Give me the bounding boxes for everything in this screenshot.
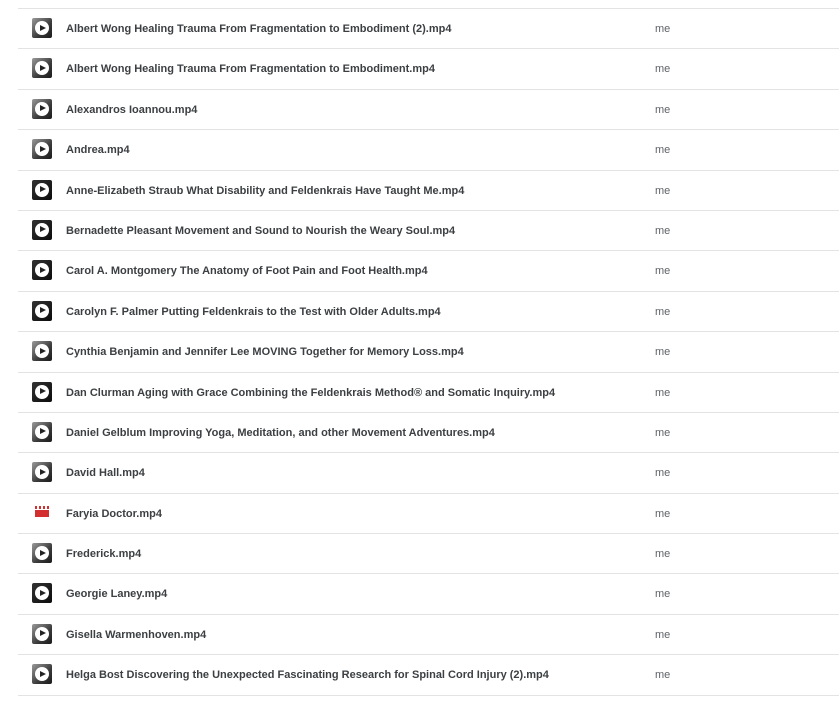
file-row[interactable]	[18, 292, 839, 332]
file-name[interactable]: Albert Wong Healing Trauma From Fragmentation to Embodiment (2).mp4	[66, 23, 452, 35]
video-thumbnail-icon	[32, 220, 52, 240]
file-name[interactable]: Carolyn F. Palmer Putting Feldenkrais to the Test with Older Adults.mp4	[66, 305, 441, 318]
file-owner: me	[655, 103, 671, 116]
play-icon	[35, 102, 49, 116]
file-row[interactable]	[18, 413, 839, 453]
file-name[interactable]: Georgie Laney.mp4	[66, 588, 168, 601]
file-row[interactable]	[18, 615, 839, 655]
file-owner: me	[655, 144, 671, 157]
file-list	[18, 8, 839, 696]
file-owner: me	[655, 628, 671, 641]
file-name[interactable]: Bernadette Pleasant Movement and Sound to Nourish the Weary Soul.mp4	[66, 224, 456, 237]
file-row[interactable]	[18, 90, 839, 130]
video-thumbnail-icon	[32, 180, 52, 200]
file-name[interactable]: Anne-Elizabeth Straub What Disability and Feldenkrais Have Taught Me.mp4	[66, 184, 465, 197]
file-name[interactable]: Carol A. Montgomery The Anatomy of Foot Pain and Foot Health.mp4	[66, 265, 428, 278]
play-icon	[35, 21, 49, 35]
play-icon	[35, 142, 49, 156]
file-name[interactable]: Dan Clurman Aging with Grace Combining the Feldenkrais Method® and Somatic Inquiry.mp4	[66, 386, 556, 399]
file-owner: me	[655, 669, 671, 682]
file-owner: me	[655, 23, 671, 35]
video-thumbnail-icon	[32, 543, 52, 563]
play-icon	[35, 465, 49, 479]
file-row[interactable]	[18, 211, 839, 251]
play-icon	[35, 586, 49, 600]
file-row[interactable]	[18, 494, 839, 534]
video-thumbnail-icon	[32, 462, 52, 482]
video-thumbnail-icon	[32, 99, 52, 119]
play-icon	[35, 627, 49, 641]
file-owner: me	[655, 507, 671, 520]
video-thumbnail-icon	[32, 422, 52, 442]
file-name[interactable]: Daniel Gelblum Improving Yoga, Meditation, and other Movement Adventures.mp4	[66, 426, 495, 439]
file-name[interactable]: Andrea.mp4	[66, 144, 130, 157]
play-icon	[35, 263, 49, 277]
video-thumbnail-icon	[32, 301, 52, 321]
file-owner: me	[655, 184, 671, 197]
file-owner: me	[655, 305, 671, 318]
file-name[interactable]: Cynthia Benjamin and Jennifer Lee MOVING Together for Memory Loss.mp4	[66, 346, 464, 359]
file-row[interactable]	[18, 453, 839, 493]
file-owner: me	[655, 467, 671, 480]
file-name[interactable]: Gisella Warmenhoven.mp4	[66, 628, 207, 641]
play-icon	[35, 61, 49, 75]
video-thumbnail-icon	[32, 58, 52, 78]
file-row[interactable]	[18, 373, 839, 413]
file-owner: me	[655, 265, 671, 278]
file-name[interactable]: Faryia Doctor.mp4	[66, 507, 162, 520]
video-thumbnail-icon	[32, 382, 52, 402]
file-row[interactable]	[18, 534, 839, 574]
video-file-icon	[35, 506, 49, 517]
video-thumbnail-icon	[32, 18, 52, 38]
play-icon	[35, 223, 49, 237]
video-thumbnail-icon	[32, 139, 52, 159]
play-icon	[35, 183, 49, 197]
play-icon	[35, 425, 49, 439]
file-owner: me	[655, 426, 671, 439]
video-thumbnail-icon	[32, 664, 52, 684]
file-owner: me	[655, 224, 671, 237]
file-owner: me	[655, 346, 671, 359]
play-icon	[35, 546, 49, 560]
file-owner: me	[655, 588, 671, 601]
file-row[interactable]	[18, 171, 839, 211]
file-row[interactable]	[18, 49, 839, 89]
file-row[interactable]	[18, 655, 839, 695]
file-row[interactable]	[18, 130, 839, 170]
file-name[interactable]: Albert Wong Healing Trauma From Fragmentation to Embodiment.mp4	[66, 63, 435, 76]
file-row[interactable]	[18, 9, 839, 49]
file-name[interactable]: David Hall.mp4	[66, 467, 145, 480]
file-name[interactable]: Frederick.mp4	[66, 548, 142, 561]
play-icon	[35, 385, 49, 399]
file-owner: me	[655, 63, 671, 76]
file-name[interactable]: Alexandros Ioannou.mp4	[66, 103, 198, 116]
play-icon	[35, 667, 49, 681]
file-row[interactable]	[18, 332, 839, 372]
play-icon	[35, 304, 49, 318]
video-thumbnail-icon	[32, 624, 52, 644]
file-row[interactable]	[18, 251, 839, 291]
video-thumbnail-icon	[32, 341, 52, 361]
file-name[interactable]: Helga Bost Discovering the Unexpected Fascinating Research for Spinal Cord Injury (2).mp4	[66, 669, 549, 682]
file-row[interactable]	[18, 574, 839, 614]
play-icon	[35, 344, 49, 358]
video-thumbnail-icon	[32, 583, 52, 603]
video-thumbnail-icon	[32, 260, 52, 280]
file-owner: me	[655, 548, 671, 561]
file-owner: me	[655, 386, 671, 399]
